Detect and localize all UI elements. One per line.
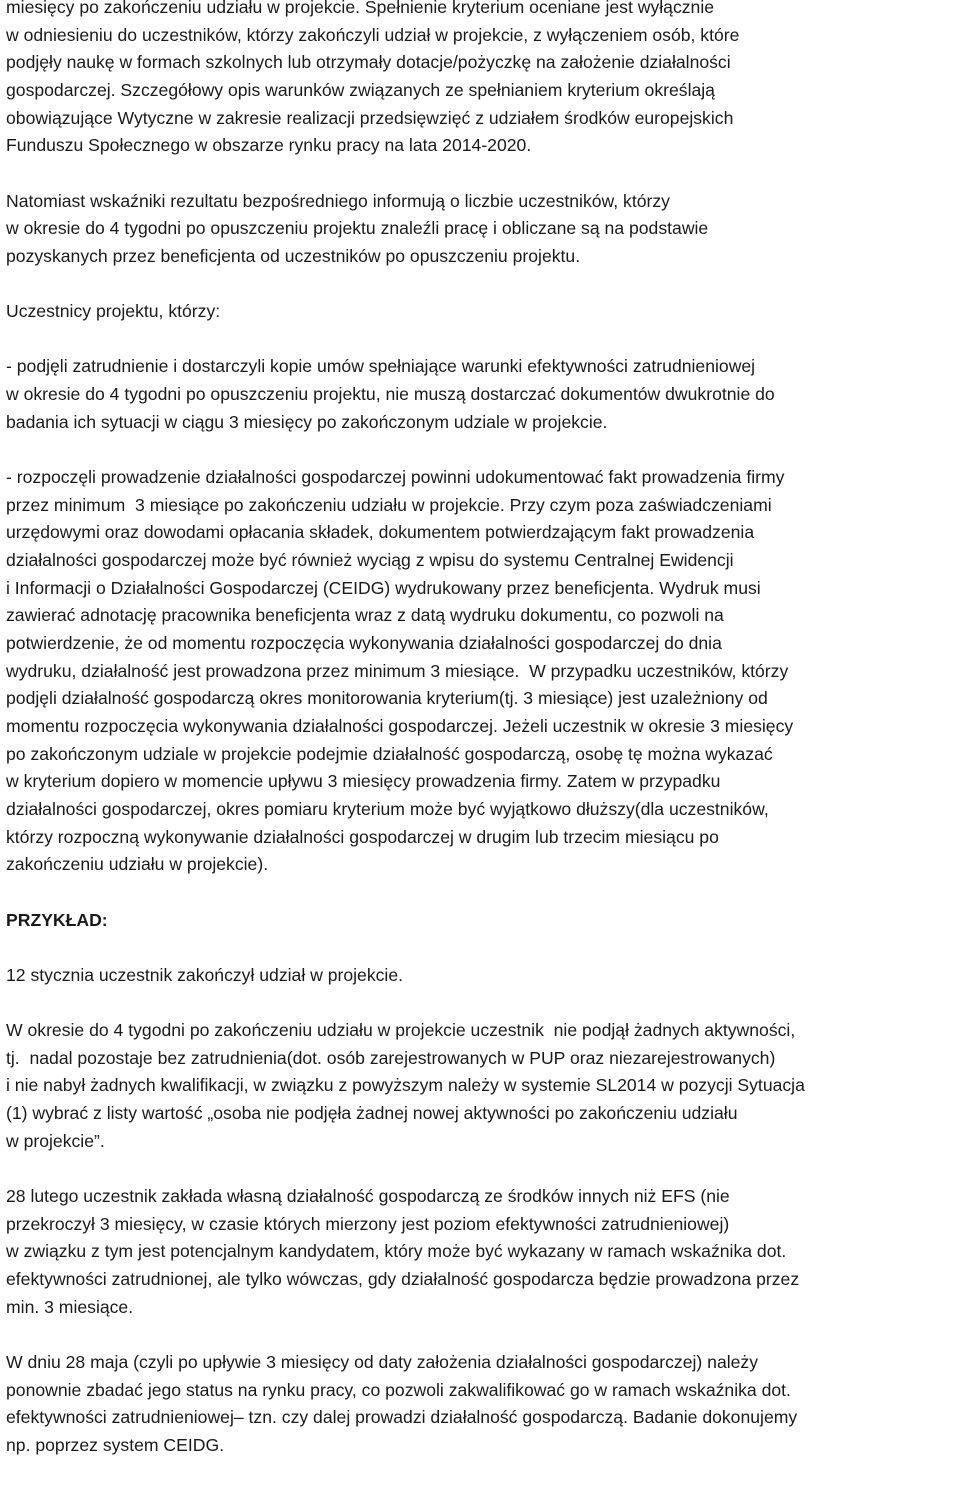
paragraph-business-item	[6, 464, 956, 879]
text-line: i nie nabył żadnych kwalifikacji, w związku z powyższym należy w systemie SL2014 w pozycji Sytuacja	[6, 1075, 805, 1096]
text-line: wydruku, działalność jest prowadzona przez minimum 3 miesiące. W przypadku uczestników, którzy	[6, 660, 789, 681]
text-line: w kryterium dopiero w momencie upływu 3 miesięcy prowadzenia firmy. Zatem w przypadku	[6, 771, 721, 792]
text-line: efektywności zatrudnionej, ale tylko wówczas, gdy działalność gospodarcza będzie prowadzona przez	[6, 1269, 800, 1290]
text-line: działalności gospodarczej może być również wyciąg z wpisu do systemu Centralnej Ewidencji	[6, 550, 734, 571]
paragraph-employment-item	[6, 353, 956, 436]
text-line: 28 lutego uczestnik zakłada własną działalność gospodarczą ze środków innych niż EFS (nie	[6, 1186, 730, 1207]
text-line: przez minimum 3 miesiące po zakończeniu udziału w projekcie. Przy czym poza zaświadczeniami	[6, 494, 772, 515]
text-line: min. 3 miesiące.	[6, 1296, 134, 1317]
text-line: w odniesieniu do uczestników, którzy zakończyli udział w projekcie, z wyłączeniem osób, które	[6, 24, 740, 45]
text-line: w okresie do 4 tygodni po opuszczeniu projektu znaleźli pracę i obliczane są na podstawie	[6, 218, 709, 239]
text-line: badania ich sytuacji w ciągu 3 miesięcy po zakończonym udziale w projekcie.	[6, 411, 608, 432]
text-line: po zakończonym udziale w projekcie podejmie działalność gospodarczą, osobę tę można wykazać	[6, 743, 773, 764]
text-line: W okresie do 4 tygodni po zakończeniu udziału w projekcie uczestnik nie podjął żadnych aktywności,	[6, 1020, 796, 1041]
document-body	[6, 0, 956, 1487]
text-line: - podjęli zatrudnienie i dostarczyli kopie umów spełniające warunki efektywności zatrudnieniowej	[6, 356, 756, 377]
text-line: zawierać adnotację pracownika beneficjenta wraz z datą wydruku dokumentu, co pozwoli na	[6, 605, 724, 626]
paragraph-example-recheck	[6, 1349, 956, 1460]
text-line: w okresie do 4 tygodni po opuszczeniu projektu, nie muszą dostarczać dokumentów dwukrotnie do	[6, 384, 775, 405]
text-line: PRZYKŁAD:	[6, 909, 108, 930]
paragraph-example-no-activity	[6, 1017, 956, 1155]
text-line: Uczestnicy projektu, którzy:	[6, 301, 221, 322]
text-line: w związku z tym jest potencjalnym kandydatem, który może być wykazany w ramach wskaźnika dot.	[6, 1241, 787, 1262]
text-line: miesięcy po zakończeniu udziału w projekcie. Spełnienie kryterium oceniane jest wyłącznie	[6, 0, 715, 17]
text-line: potwierdzenie, że od momentu rozpoczęcia wykonywania działalności gospodarczej do dnia	[6, 633, 722, 654]
text-line: obowiązujące Wytyczne w zakresie realizacji przedsięwzięć z udziałem środków europejskich	[6, 107, 734, 128]
text-line: gospodarczej. Szczegółowy opis warunków związanych ze spełnianiem kryterium określają	[6, 79, 715, 100]
text-line: przekroczył 3 miesięcy, w czasie których mierzony jest poziom efektywności zatrudnieniowej)	[6, 1213, 730, 1234]
text-line: urzędowymi oraz dowodami opłacania składek, dokumentem potwierdzającym fakt prowadzenia	[6, 522, 755, 543]
paragraph-example-start	[6, 962, 956, 990]
text-line: (1) wybrać z listy wartość „osoba nie podjęła żadnej nowej aktywności po zakończeniu udziału	[6, 1103, 738, 1124]
text-line: 12 stycznia uczestnik zakończył udział w projekcie.	[6, 964, 404, 985]
example-heading	[6, 907, 956, 935]
text-line: pozyskanych przez beneficjenta od uczestników po opuszczeniu projektu.	[6, 245, 581, 266]
text-line: - rozpoczęli prowadzenie działalności gospodarczej powinni udokumentować fakt prowadzenia firmy	[6, 467, 785, 488]
paragraph-result-indicators	[6, 188, 956, 271]
text-line: podjęły naukę w formach szkolnych lub otrzymały dotacje/pożyczkę na założenie działalności	[6, 52, 731, 73]
text-line: podjęli działalność gospodarczą okres monitorowania kryterium(tj. 3 miesiące) jest uzależniony od	[6, 688, 768, 709]
text-line: w projekcie”.	[6, 1130, 105, 1151]
paragraph-criterion-details	[6, 0, 956, 160]
text-line: np. poprzez system CEIDG.	[6, 1434, 225, 1455]
text-line: momentu rozpoczęcia wykonywania działalności gospodarczej. Jeżeli uczestnik w okresie 3 miesięcy	[6, 716, 794, 736]
text-line: działalności gospodarczej, okres pomiaru kryterium może być wyjątkowo dłuższy(dla uczestników,	[6, 798, 769, 819]
text-line: Natomiast wskaźniki rezultatu bezpośredniego informują o liczbie uczestników, którzy	[6, 190, 670, 211]
paragraph-example-business-start	[6, 1183, 956, 1321]
text-line: W dniu 28 maja (czyli po upływie 3 miesięcy od daty założenia działalności gospodarczej) należy	[6, 1352, 759, 1373]
text-line: ponownie zbadać jego status na rynku pracy, co pozwoli zakwalifikować go w ramach wskaźnika dot.	[6, 1379, 791, 1400]
paragraph-participants-intro	[6, 298, 956, 326]
text-line: którzy rozpoczną wykonywanie działalności gospodarczej w drugim lub trzecim miesiącu po	[6, 826, 719, 847]
text-line: Funduszu Społecznego w obszarze rynku pracy na lata 2014-2020.	[6, 135, 532, 156]
text-line: i Informacji o Działalności Gospodarczej (CEIDG) wydrukowany przez beneficjenta. Wydruk musi	[6, 577, 761, 598]
text-line: tj. nadal pozostaje bez zatrudnienia(dot. osób zarejestrowanych w PUP oraz niezarejestrowanych)	[6, 1047, 776, 1068]
text-line: zakończeniu udziału w projekcie).	[6, 854, 269, 875]
text-line: efektywności zatrudnieniowej– tzn. czy dalej prowadzi działalność gospodarczą. Badanie dokonujemy	[6, 1407, 798, 1428]
